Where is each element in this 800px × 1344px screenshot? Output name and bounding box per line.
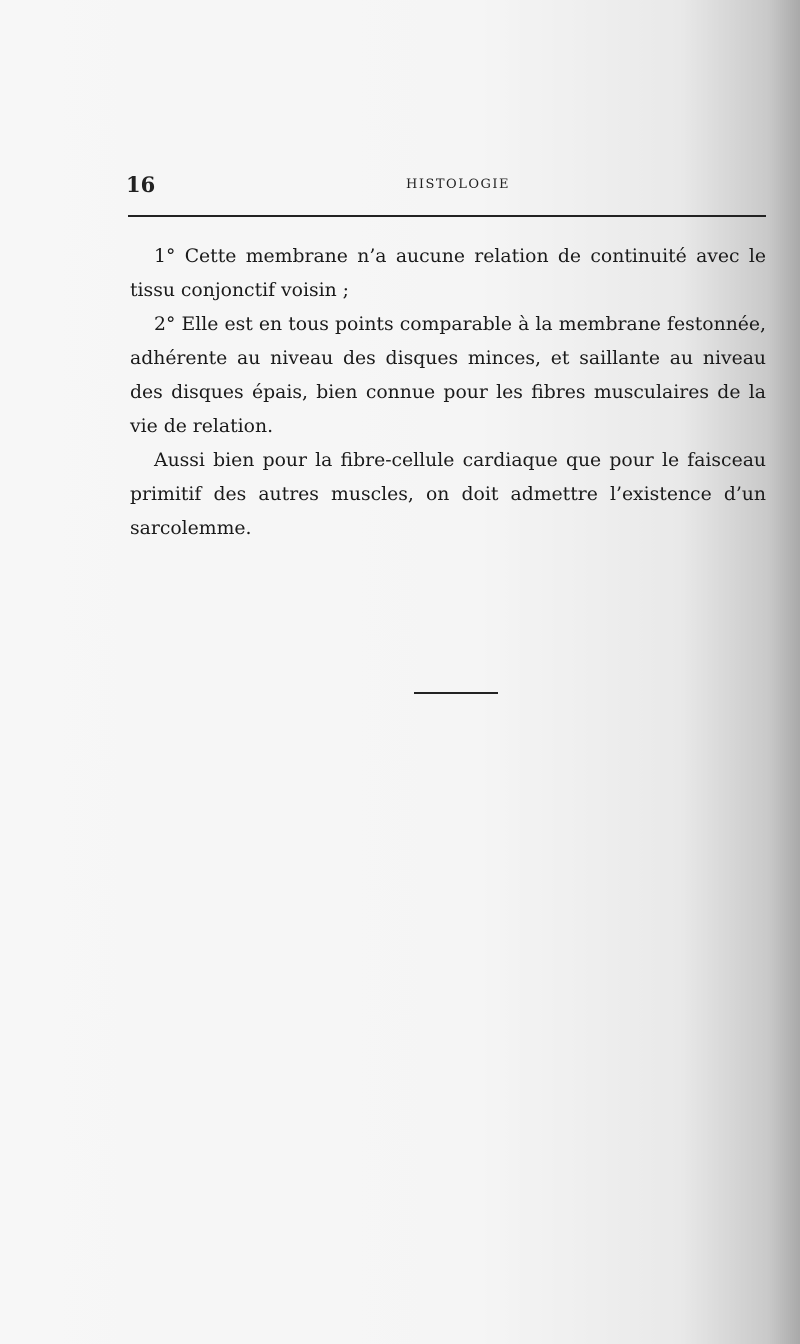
paragraph-2: 2° Elle est en tous points comparable à la membrane festonnée, adhérente au niveau des disques minces, et saillante au niveau des disques épais, bien connue pour les fibres musculaires de la vie de relation. [130, 314, 766, 437]
page-number: 16 [126, 172, 156, 197]
body-text [130, 240, 766, 546]
paragraph-1: 1° Cette membrane n’a aucune relation de continuité avec le tissu conjonctif voisin ; [130, 246, 766, 301]
page-header [126, 172, 766, 202]
running-title: HISTOLOGIE [406, 177, 511, 192]
section-end-rule [414, 692, 498, 694]
paragraph-3: Aussi bien pour la fibre-cellule cardiaque que pour le faisceau primitif des autres muscles, on doit admettre l’existence d’un sarcolemme. [130, 450, 766, 539]
header-rule [128, 215, 766, 217]
